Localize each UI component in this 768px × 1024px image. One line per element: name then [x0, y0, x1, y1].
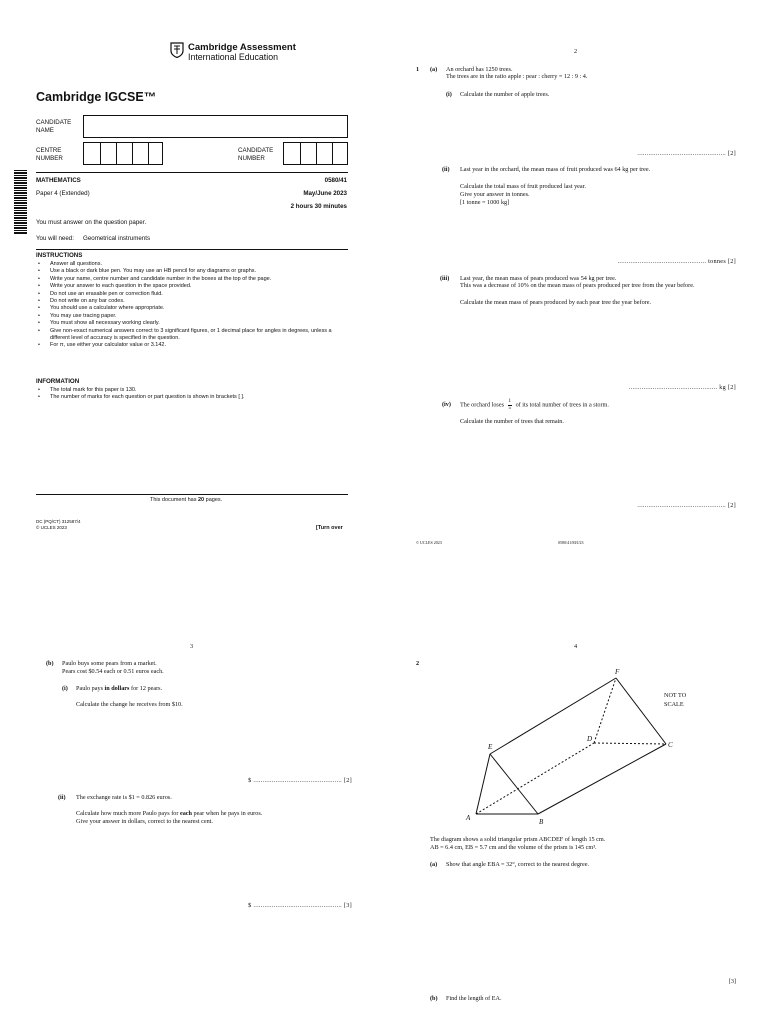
vertex-label-a: A — [466, 814, 471, 822]
answer-line[interactable]: $ ................................................ [2] — [248, 777, 352, 784]
centre-number-label: CENTRE NUMBER — [36, 147, 63, 162]
subpart-label: (ii) — [442, 166, 450, 173]
question-number: 2 — [416, 660, 420, 667]
question-text: Give your answer in dollars, correct to the nearest cent. — [76, 818, 213, 825]
instructions-heading: INSTRUCTIONS — [36, 252, 83, 259]
barcode — [22, 170, 27, 234]
question-number: 1 — [416, 66, 420, 73]
paper-code: 0580/41 — [324, 177, 347, 184]
instruction-item: • For π, use either your calculator value or 3.142. — [36, 342, 336, 349]
question-text: Calculate the number of trees that remain. — [460, 418, 564, 425]
instruction-item: • You may use tracing paper. — [36, 313, 336, 320]
answer-line[interactable]: ................................................ [2] — [637, 150, 736, 157]
information-item: • The number of marks for each question or part question is shown in brackets [ ]. — [36, 394, 336, 401]
part-label: (b) — [46, 660, 54, 667]
cover-page — [0, 0, 384, 540]
vertex-label-c: C — [668, 741, 673, 749]
question-text: Calculate how much more Paulo pays for each pear when he pays in euros. — [76, 810, 263, 817]
org-name-line1: Cambridge Assessment — [188, 42, 296, 53]
question-text: Last year, the mean mass of pears produced was 54 kg per tree. — [460, 275, 617, 282]
question-text: Calculate the change he receives from $10. — [76, 701, 183, 708]
cover-copyright: © UCLES 2023 — [36, 525, 67, 530]
instruction-item: • Do not write on any bar codes. — [36, 298, 336, 305]
doc-code: DC (PQ/CT) 312587/4 — [36, 519, 81, 524]
question-text: Show that angle EBA = 32°, correct to the nearest degree. — [446, 861, 590, 868]
question-text: Calculate the total mass of fruit produced last year. — [460, 183, 586, 190]
subpart-label: (iv) — [442, 401, 451, 408]
centre-number-field[interactable] — [83, 142, 163, 165]
vertex-label-b: B — [539, 818, 544, 826]
page-count-note: This document has 20 pages. — [150, 497, 223, 503]
marks-label: [3] — [728, 978, 736, 985]
exam-duration: 2 hours 30 minutes — [290, 203, 347, 210]
candidate-name-field[interactable] — [83, 115, 348, 138]
page-number: 3 — [190, 643, 194, 650]
part-label: (b) — [430, 995, 438, 1002]
question-text: The exchange rate is $1 = 0.826 euros. — [76, 794, 172, 801]
question-text: AB = 6.4 cm, EB = 5.7 cm and the volume of the prism is 145 cm³. — [430, 844, 597, 851]
part-label: (a) — [430, 861, 438, 868]
information-heading: INFORMATION — [36, 378, 80, 385]
not-to-scale-label: SCALE — [664, 701, 684, 708]
question-text: Paulo buys some pears from a market. — [62, 660, 157, 667]
candidate-number-field[interactable] — [283, 142, 348, 165]
part-label: (a) — [430, 66, 438, 73]
candidate-name-label: CANDIDATE NAME — [36, 119, 72, 134]
question-text: Last year in the orchard, the mean mass of fruit produced was 64 kg per tree. — [460, 166, 651, 173]
instruction-item: • Do not use an erasable pen or correction fluid. — [36, 291, 336, 298]
subpart-label: (i) — [446, 91, 452, 98]
question-text: Find the length of EA. — [446, 995, 502, 1002]
paper-title: Paper 4 (Extended) — [36, 190, 90, 197]
candidate-number-label: CANDIDATE NUMBER — [238, 147, 274, 162]
question-text: This was a decrease of 10% on the mean mass of pears produced per tree from the year before. — [460, 282, 695, 289]
answer-line[interactable]: ................................................ tonnes [2] — [617, 258, 736, 265]
question-text: The orchard loses $\frac{1}{5}$ of its total number of trees in a storm. — [460, 399, 609, 411]
information-list — [36, 387, 336, 402]
answer-line[interactable]: ................................................ kg [2] — [628, 384, 736, 391]
vertex-label-d: D — [587, 735, 593, 743]
question-text: An orchard has 1250 trees. — [446, 66, 513, 73]
barcode — [14, 170, 22, 234]
answer-line[interactable]: $ ................................................ [3] — [248, 902, 352, 909]
page-3 — [0, 600, 384, 1024]
question-text: Calculate the mean mass of pears produced by each pear tree the year before. — [460, 299, 652, 306]
instruction-item: • Write your answer to each question in the space provided. — [36, 283, 336, 290]
page-2 — [384, 0, 768, 545]
page-4 — [384, 600, 768, 1024]
instruction-item: • Write your name, centre number and candidate number in the boxes at the top of the page. — [36, 276, 336, 283]
answer-line[interactable]: ................................................ [2] — [637, 502, 736, 509]
exam-session: May/June 2023 — [303, 190, 347, 197]
page-number: 4 — [574, 643, 578, 650]
cambridge-shield-icon — [170, 42, 184, 58]
subpart-label: (i) — [62, 685, 68, 692]
instruction-item: • Give non-exact numerical answers correct to 3 significant figures, or 1 decimal place for angles in degrees, unless a different level of accuracy is specified in the question. — [36, 328, 336, 343]
information-item: • The total mark for this paper is 130. — [36, 387, 336, 394]
instruction-item: • You should use a calculator where appropriate. — [36, 305, 336, 312]
subpart-label: (iii) — [440, 275, 450, 282]
instruction-item: • Answer all questions. — [36, 261, 336, 268]
page-number: 2 — [574, 48, 578, 55]
answer-note: You must answer on the question paper. — [36, 219, 147, 226]
turn-over: [Turn over — [316, 525, 343, 531]
not-to-scale-label: NOT TO — [664, 692, 687, 699]
vertex-label-f: F — [615, 668, 620, 676]
instruction-item: • You must show all necessary working clearly. — [36, 320, 336, 327]
qualification-title: Cambridge IGCSE™ — [36, 90, 157, 104]
question-text: Calculate the number of apple trees. — [460, 91, 550, 98]
you-will-need-label: You will need: — [36, 235, 74, 242]
fraction: $\frac{1}{5}$ — [508, 399, 512, 411]
vertex-label-e: E — [488, 743, 493, 751]
subject: MATHEMATICS — [36, 177, 81, 184]
prism-diagram — [384, 600, 768, 830]
question-text: [1 tonne = 1000 kg] — [460, 199, 510, 206]
subpart-label: (ii) — [58, 794, 66, 801]
footer-copyright: © UCLES 2023 — [416, 540, 442, 545]
question-text: Give your answer in tonnes. — [460, 191, 530, 198]
question-text: The trees are in the ratio apple : pear : cherry = 12 : 9 : 4. — [446, 73, 588, 80]
question-text: Pears cost $0.54 each or 0.51 euros each. — [62, 668, 164, 675]
question-text: Paulo pays in dollars for 12 pears. — [76, 685, 163, 692]
instruction-item: • Use a black or dark blue pen. You may use an HB pencil for any diagrams or graphs. — [36, 268, 336, 275]
you-will-need-value: Geometrical instruments — [83, 235, 151, 242]
org-name-line2: International Education — [188, 52, 278, 62]
question-text: The diagram shows a solid triangular prism ABCDEF of length 15 cm. — [430, 836, 606, 843]
footer-code: 0580/41/M/J/23 — [558, 540, 584, 545]
instructions-list — [36, 261, 336, 350]
